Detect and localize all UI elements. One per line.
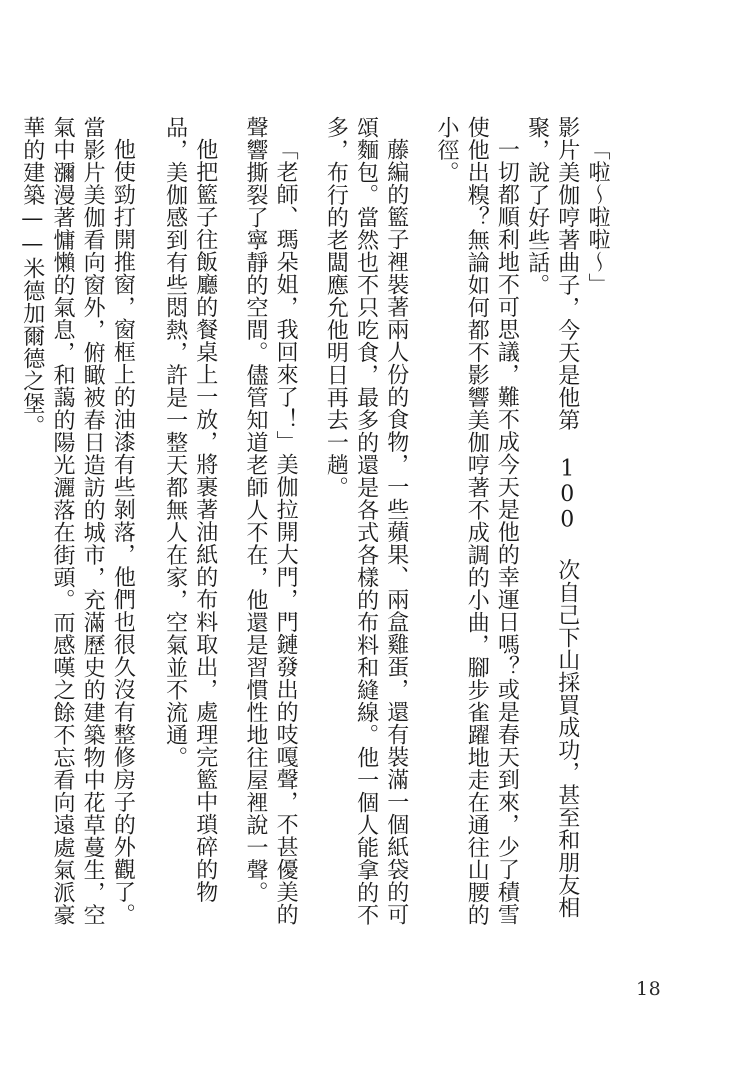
paragraph-1: 「啦～啦啦～」 <box>585 138 610 296</box>
paragraph-4: 藤編的籃子裡裝著兩人份的食物，一些蘋果、兩盒雞蛋，還有裝滿一個紙袋的可頌麵包。當然也不只吃食，最多的還是各式各樣的布料和縫線。他一個人能拿的不多，布行的老闆應允他明日再去一趟。 <box>323 116 409 926</box>
paragraph-2: 影片美伽哼著曲子，今天是他第 100 次自己下山採買成功，甚至和朋友相聚，說了好些話。 <box>524 116 580 919</box>
page-number: 18 <box>636 978 662 1000</box>
paragraph-3: 一切都順利地不可思議，難不成今天是他的幸運日嗎？或是春天到來，少了積雪使他出糗？無論如何都不影響美伽哼著不成調的小曲，腳步雀躍地走在通往山腰的小徑。 <box>433 116 520 926</box>
paragraph-5: 「老師、瑪朵姐，我回來了！」美伽拉開大門，門鏈發出的吱嘎聲，不甚優美的聲響撕裂了寧靜的空間。儘管知道老師人不在，他還是習慣性地往屋裡說一聲。 <box>242 116 299 926</box>
paragraph-6: 他把籃子往飯廳的餐桌上一放，將裹著油紙的布料取出，處理完籃中瑣碎的物品，美伽感到有些悶熱，許是一整天都無人在家，空氣並不流通。 <box>162 116 218 903</box>
paragraph-7: 他使勁打開推窗，窗框上的油漆有些剝落，他們也很久沒有整修房子的外觀了。當影片美伽看向窗外，俯瞰被春日造訪的城市，充滿歷史的建築物中花草蔓生，空氣中瀰漫著慵懶的氣息，和藹的陽光灑落在街頭。而感嘆之餘不忘看向遠處氣派豪華的建築——米德加爾德之堡。 <box>19 116 136 926</box>
body-text <box>19 116 612 936</box>
